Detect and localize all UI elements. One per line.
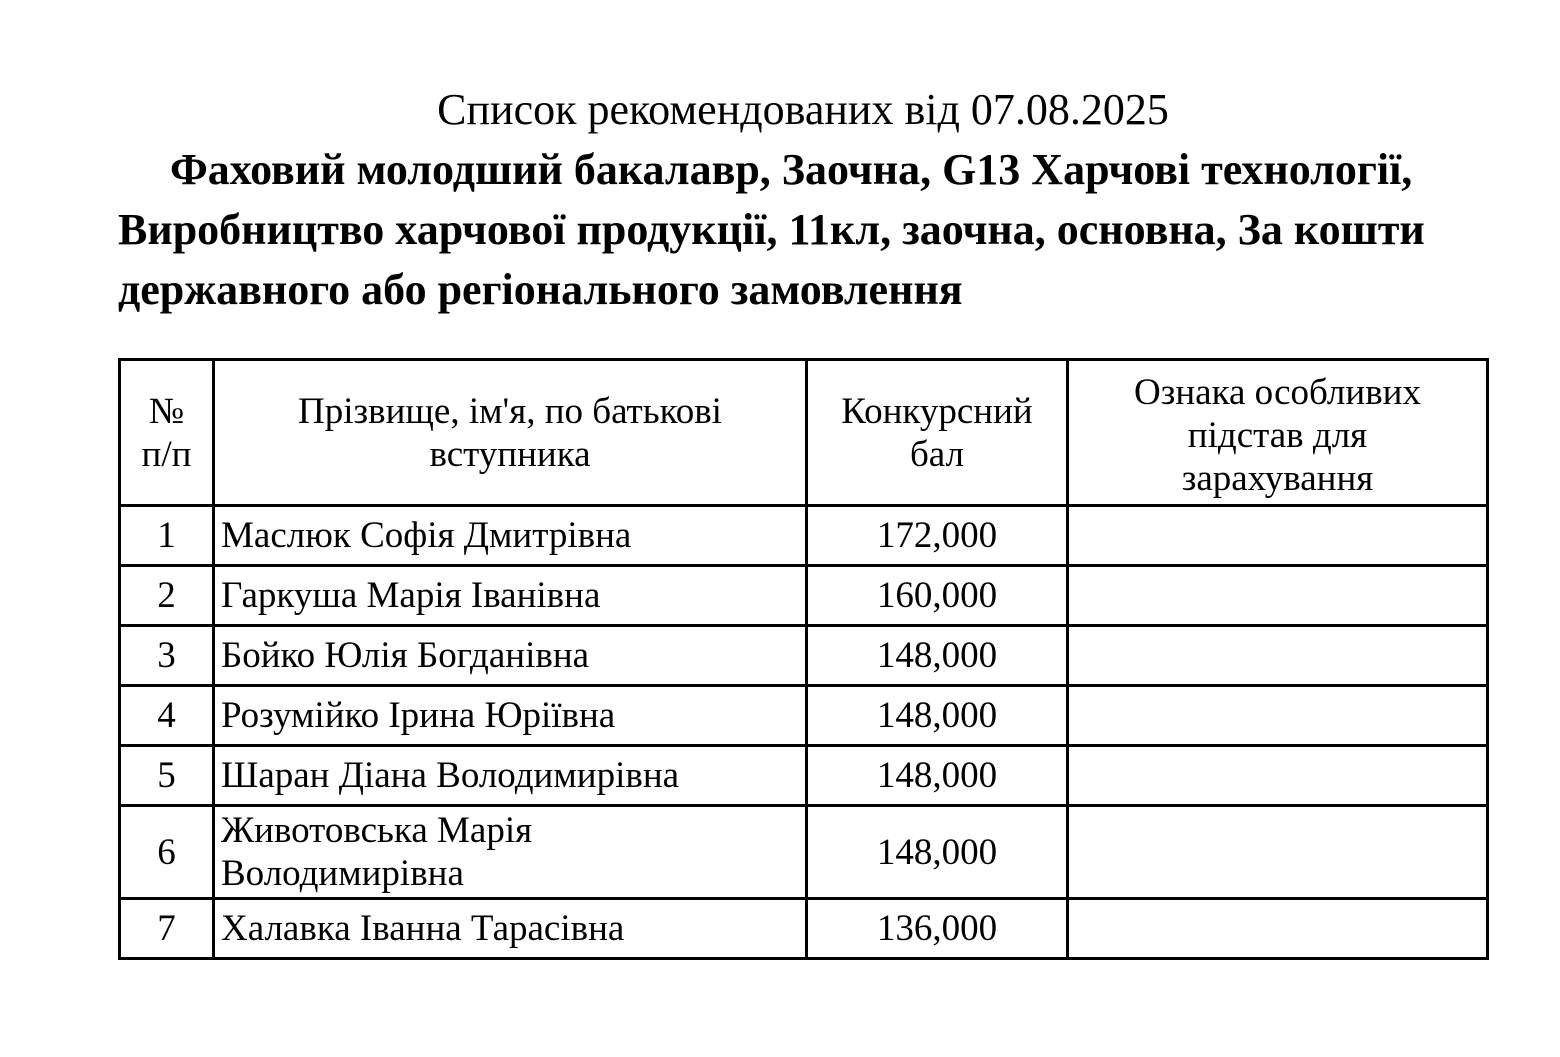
header-number	[120, 360, 214, 506]
table-row	[120, 506, 1488, 566]
competition-score: 160,000	[807, 566, 1068, 626]
document-title: Список рекомендованих від 07.08.2025	[437, 85, 1169, 134]
header-number-line1: №	[148, 390, 185, 432]
applicant-name-line2: Володимирівна	[221, 853, 464, 894]
header-name-line2: вступника	[429, 433, 591, 475]
special-grounds	[1068, 806, 1488, 899]
competition-score: 148,000	[807, 746, 1068, 806]
competition-score: 148,000	[807, 806, 1068, 899]
header-special-line1: Ознака особливих	[1134, 372, 1421, 413]
table-row	[120, 566, 1488, 626]
table-row	[120, 899, 1488, 959]
table-header-row	[120, 360, 1488, 506]
row-number: 1	[120, 506, 214, 566]
applicant-name: Халавка Іванна Тарасівна	[214, 899, 807, 959]
applicant-name: Розумійко Ірина Юріївна	[214, 686, 807, 746]
applicant-name: Бойко Юлія Богданівна	[214, 626, 807, 686]
header-name	[214, 360, 807, 506]
row-number: 2	[120, 566, 214, 626]
header-score	[807, 360, 1068, 506]
header-score-line1: Конкурсний	[841, 390, 1033, 432]
applicant-name: Маслюк Софія Дмитрівна	[214, 506, 807, 566]
competition-score: 172,000	[807, 506, 1068, 566]
table-row	[120, 806, 1488, 899]
special-grounds	[1068, 746, 1488, 806]
header-special-line3: зарахування	[1181, 458, 1374, 499]
special-grounds	[1068, 626, 1488, 686]
special-grounds	[1068, 566, 1488, 626]
competition-score: 148,000	[807, 686, 1068, 746]
row-number: 3	[120, 626, 214, 686]
header-special-grounds	[1068, 360, 1488, 506]
competition-score: 136,000	[807, 899, 1068, 959]
row-number: 5	[120, 746, 214, 806]
applicant-name: Шаран Діана Володимирівна	[214, 746, 807, 806]
header-special-line2: підстав для	[1187, 415, 1368, 456]
applicant-name-line1: Животовська Марія	[221, 810, 533, 851]
table-row	[120, 686, 1488, 746]
applicant-name	[214, 806, 807, 899]
program-description: Фаховий молодший бакалавр, Заочна, G13 Харчові технології, Виробництво харчової продукції, 11кл, заочна, основна, За кошти державного або регіонального замовлення	[118, 145, 1425, 314]
row-number: 4	[120, 686, 214, 746]
competition-score: 148,000	[807, 626, 1068, 686]
row-number: 6	[120, 806, 214, 899]
special-grounds	[1068, 686, 1488, 746]
applicant-name: Гаркуша Марія Іванівна	[214, 566, 807, 626]
recommended-applicants-table	[118, 358, 1489, 960]
table-row	[120, 626, 1488, 686]
special-grounds	[1068, 506, 1488, 566]
special-grounds	[1068, 899, 1488, 959]
table-row	[120, 746, 1488, 806]
header-score-line2: бал	[909, 433, 965, 475]
header-number-line2: п/п	[141, 433, 192, 475]
header-name-line1: Прізвище, ім'я, по батькові	[298, 390, 722, 432]
row-number: 7	[120, 899, 214, 959]
